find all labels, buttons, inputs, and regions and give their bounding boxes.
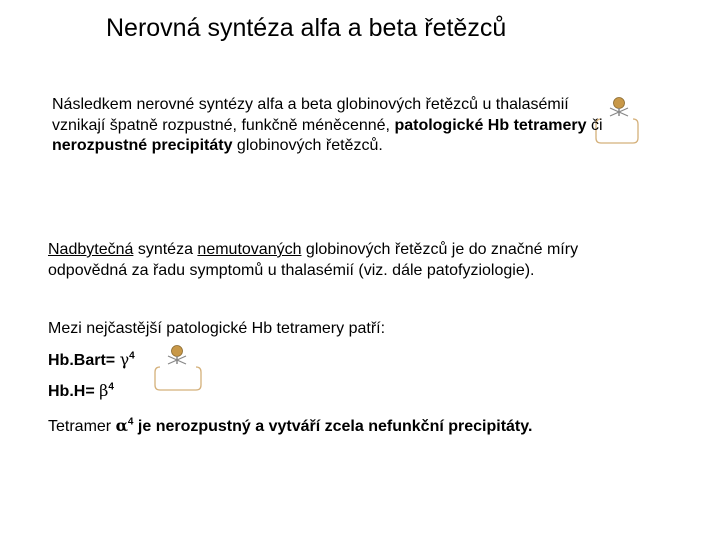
- hb-bart-label: Hb.Bart=: [48, 352, 120, 369]
- hb-bart-line: [48, 350, 135, 370]
- gamma-symbol: γ: [119, 350, 130, 369]
- intro-text-c: či: [586, 116, 603, 134]
- synthesis-text-b: syntéza: [133, 241, 198, 258]
- gamma-superscript: 4: [129, 350, 135, 362]
- alpha-tetramer-text: je nerozpustný a vytváří zcela nefunkční precipitáty.: [133, 418, 533, 435]
- alpha-tetramer-line: [48, 416, 532, 436]
- beta-superscript: 4: [108, 381, 114, 393]
- animation-sound-icon: [152, 342, 204, 394]
- beta-symbol: β: [99, 381, 109, 400]
- slide-title: Nerovná syntéza alfa a beta řetězců: [106, 14, 507, 42]
- intro-text-precipitaty: nerozpustné precipitáty: [52, 137, 233, 154]
- alpha-symbol: α: [115, 416, 128, 435]
- intro-paragraph: [52, 95, 608, 157]
- synthesis-text-nemutovanych: nemutovaných: [197, 241, 302, 258]
- tetramer-list-heading: Mezi nejčastější patologické Hb tetramery patří:: [48, 320, 386, 337]
- synthesis-text-nadbytecna: Nadbytečná: [48, 241, 134, 258]
- intro-text-tetramery: patologické Hb tetramery: [394, 116, 587, 134]
- alpha-tetramer-label: Tetramer: [48, 418, 116, 435]
- intro-text-e: globinových řetězců.: [232, 137, 383, 154]
- synthesis-paragraph: [48, 240, 628, 281]
- intro-text-a: Následkem nerovné syntézy alfa a beta globinových řetězců u thalasémií vznikají špatně rozpustné, funkčně méněcenné,: [52, 96, 569, 134]
- alpha-superscript: 4: [127, 416, 134, 428]
- hb-h-label: Hb.H=: [48, 383, 100, 400]
- synthesis-text-d: globinových řetězců je do značné míry odpovědná za řadu symptomů u thalasémií (viz. dále patofyziologie).: [48, 241, 579, 279]
- hb-h-line: [48, 381, 114, 401]
